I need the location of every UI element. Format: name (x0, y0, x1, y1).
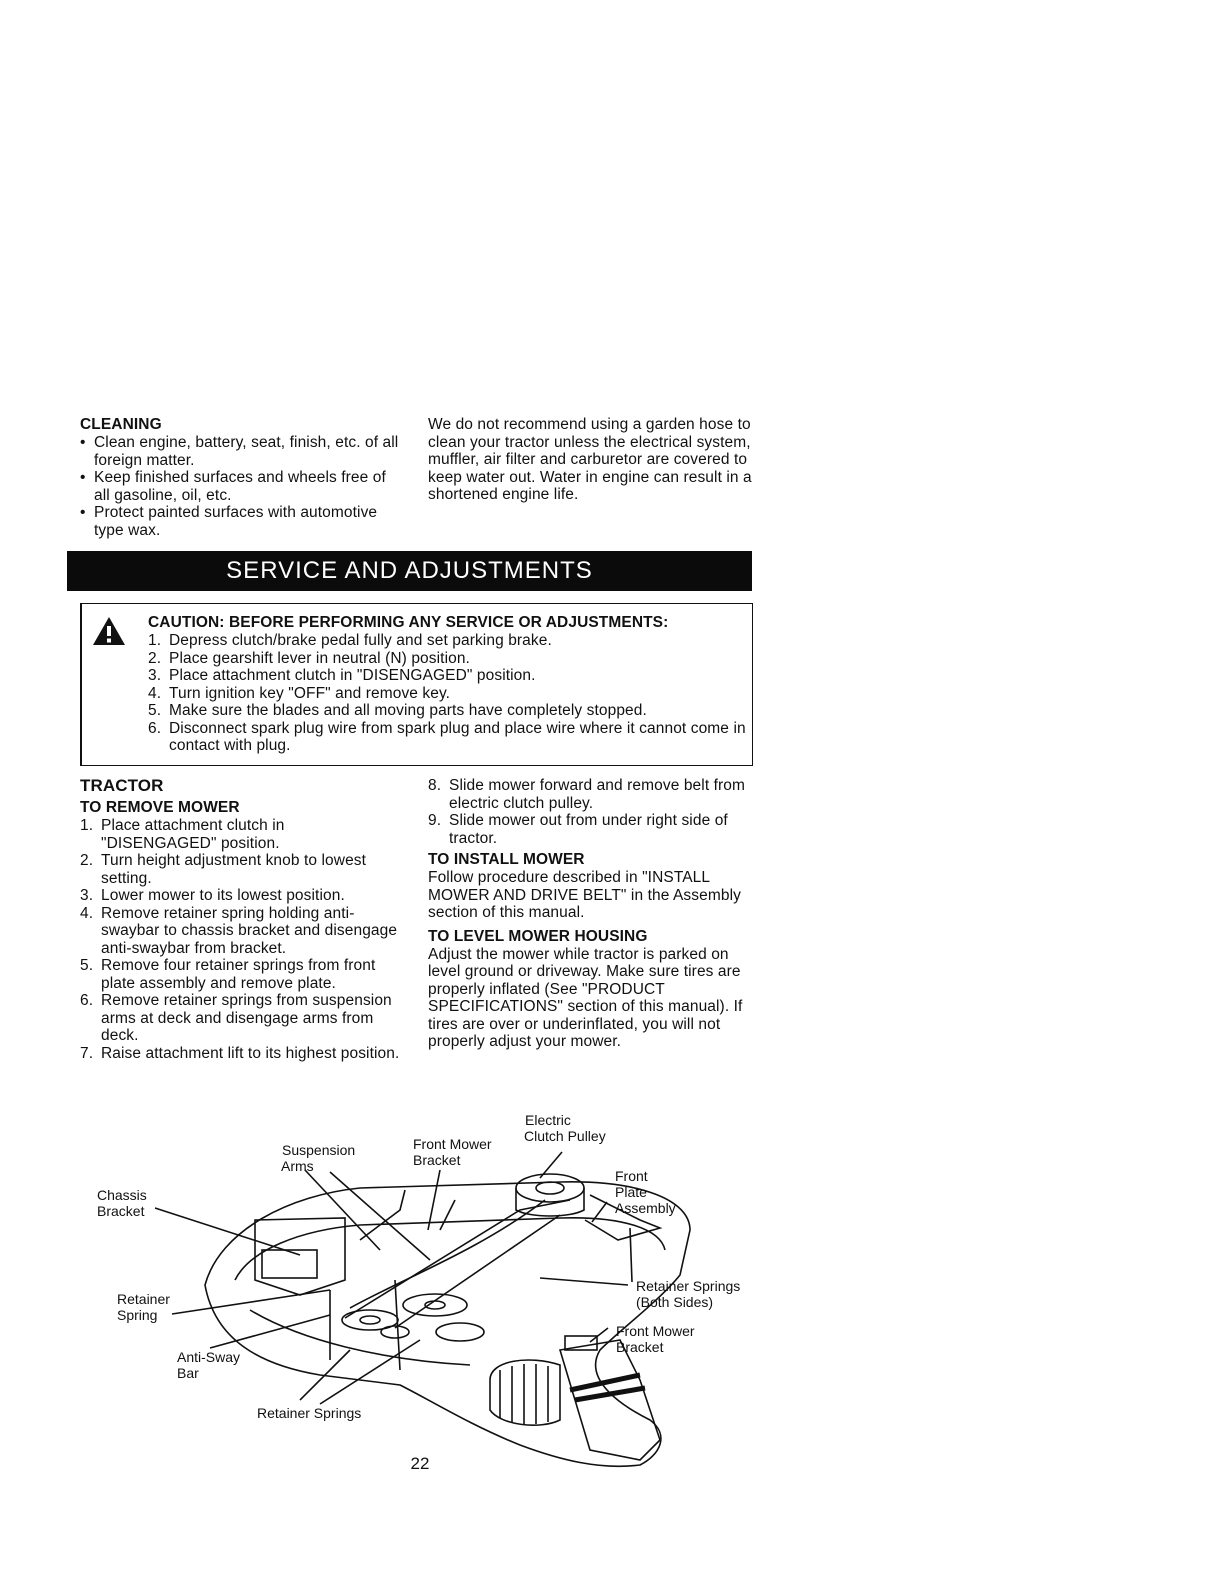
cleaning-bullet: • Keep finished surfaces and wheels free of all gasoline, oil, etc. (80, 469, 402, 504)
section-banner: SERVICE AND ADJUSTMENTS (67, 551, 752, 591)
page-number: 22 (410, 1454, 430, 1473)
list-item: 6. Remove retainer springs from suspension arms at deck and disengage arms from deck. (80, 992, 392, 1044)
right-pulley (436, 1323, 484, 1341)
label-front-mower: Front Mower (413, 1136, 492, 1152)
label-both-sides: (Both Sides) (636, 1294, 714, 1310)
cleaning-paragraph: We do not recommend using a garden hose to clean your tractor unless the electrical system, muffler, air filter and carburetor are covered to keep water out. Water in engine can result in a shortened engine life. (428, 416, 752, 503)
caution-heading: CAUTION: BEFORE PERFORMING ANY SERVICE OR ADJUSTMENTS: (148, 614, 669, 631)
center-pulley (403, 1294, 467, 1316)
list-item: 2. Turn height adjustment knob to lowest setting. (80, 852, 367, 887)
electric-clutch-pulley (516, 1174, 584, 1202)
install-mower-text: Follow procedure described in "INSTALL MOWER AND DRIVE BELT" in the Assembly section of this manual. (428, 869, 741, 921)
caution-box (80, 603, 753, 766)
list-item: 3. Lower mower to its lowest position. (80, 887, 345, 904)
list-item: 8. Slide mower forward and remove belt from electric clutch pulley. (428, 777, 746, 812)
list-item: 9. Slide mower out from under right side of tractor. (428, 812, 728, 847)
list-item: 4. Remove retainer spring holding anti-swaybar to chassis bracket and disengage anti-swaybar from bracket. (80, 904, 398, 957)
label-chassis-bracket: Bracket (97, 1203, 145, 1219)
level-mower-text: Adjust the mower while tractor is parked on level ground or driveway. Make sure tires are properly inflated (See "PRODUCT SPECIFICATIONS" section of this manual). If tires are over or underinflated, you will not properly adjust your mower. (428, 945, 743, 1050)
list-item: 6. Disconnect spark plug wire from spark plug and place wire where it cannot come in contact with plug. (148, 719, 746, 754)
label-chassis: Chassis (97, 1187, 147, 1203)
label-bracket: Bracket (413, 1152, 461, 1168)
list-item: 1. Place attachment clutch in "DISENGAGED" position. (80, 817, 285, 852)
label-assembly: Assembly (615, 1200, 676, 1216)
caution-content (148, 614, 753, 755)
tractor-left-column (80, 777, 402, 1062)
label-plate: Plate (615, 1184, 647, 1200)
cleaning-bullet: • Protect painted surfaces with automotive type wax. (80, 504, 402, 539)
tractor-heading: TRACTOR (80, 776, 164, 795)
tractor-right-column (428, 777, 750, 1051)
list-item: 7. Raise attachment lift to its highest position. (80, 1044, 400, 1062)
install-mower-heading: TO INSTALL MOWER (428, 851, 585, 868)
list-item: 3. Place attachment clutch in "DISENGAGED" position. (148, 667, 536, 684)
warning-triangle-icon (92, 616, 126, 646)
drive-belt (345, 1200, 570, 1318)
label-front-mower-right: Front Mower (616, 1323, 695, 1339)
mower-diagram (0, 1100, 1220, 1490)
cleaning-bullet: • Clean engine, battery, seat, finish, etc. of all foreign matter. (80, 434, 402, 469)
label-front: Front (615, 1168, 648, 1184)
remove-steps-continued (428, 777, 750, 847)
list-item: 2. Place gearshift lever in neutral (N) position. (148, 649, 470, 667)
label-retainer-springs: Retainer Springs (636, 1278, 741, 1294)
list-item: 5. Make sure the blades and all moving parts have completely stopped. (148, 702, 647, 719)
label-arms: Arms (281, 1158, 314, 1174)
cleaning-bullets (80, 434, 402, 539)
label-clutch-pulley: Clutch Pulley (524, 1128, 606, 1144)
cleaning-section (80, 416, 402, 539)
label-bracket-right: Bracket (616, 1339, 664, 1355)
label-suspension: Suspension (282, 1142, 356, 1158)
list-item: 5. Remove four retainer springs from front plate assembly and remove plate. (80, 957, 376, 992)
label-anti-sway: Anti-Sway (177, 1349, 241, 1365)
cleaning-heading: CLEANING (80, 416, 162, 433)
remove-steps (80, 817, 402, 1062)
remove-mower-heading: TO REMOVE MOWER (80, 799, 240, 816)
label-electric: Electric (525, 1112, 571, 1128)
list-item: 4. Turn ignition key "OFF" and remove key. (148, 684, 451, 702)
level-mower-heading: TO LEVEL MOWER HOUSING (428, 927, 648, 945)
caution-steps (148, 632, 753, 755)
left-spindle-housing (255, 1218, 345, 1295)
list-item: 1. Depress clutch/brake pedal fully and set parking brake. (148, 632, 552, 649)
label-retainer: Retainer (117, 1291, 170, 1307)
label-bar: Bar (177, 1365, 199, 1381)
label-retainer-springs-bottom: Retainer Springs (257, 1405, 362, 1421)
label-spring: Spring (117, 1307, 158, 1323)
